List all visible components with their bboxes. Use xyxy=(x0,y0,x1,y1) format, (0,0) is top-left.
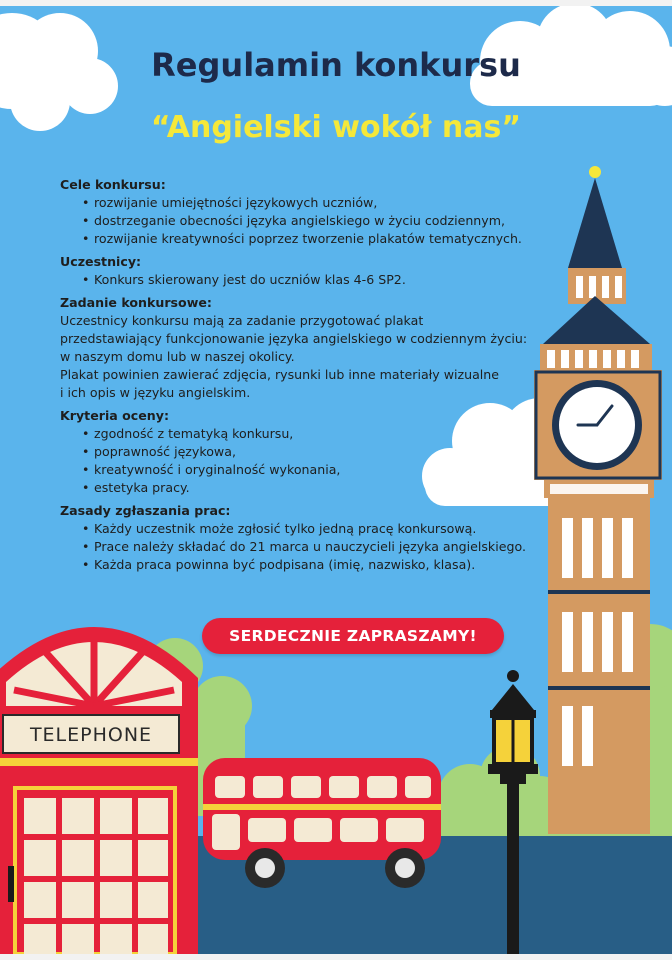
participants-list xyxy=(60,271,540,289)
section-participants xyxy=(60,253,540,289)
goals-list xyxy=(60,194,540,248)
list-item: • Konkurs skierowany jest do uczniów klas 4-6 SP2. xyxy=(82,271,540,289)
task-line: Plakat powinien zawierać zdjęcia, rysunki lub inne materiały wizualne xyxy=(60,367,500,382)
poster xyxy=(0,6,672,954)
criteria-list xyxy=(60,425,540,497)
section-criteria xyxy=(60,407,540,497)
section-heading: Kryteria oceny: xyxy=(60,408,170,423)
task-line: w naszym domu lub w naszej okolicy. xyxy=(60,349,295,364)
task-line: przedstawiający funkcjonowanie języka angielskiego w codziennym życiu: xyxy=(60,331,528,346)
section-submission xyxy=(60,502,540,574)
list-item: • poprawność językowa, xyxy=(82,443,540,461)
submission-list xyxy=(60,520,540,574)
list-item: • rozwijanie kreatywności poprzez tworzenie plakatów tematycznych. xyxy=(82,230,540,248)
contest-name: “Angielski wokół nas” xyxy=(150,110,522,145)
list-item: • kreatywność i oryginalność wykonania, xyxy=(82,461,540,479)
list-item: • Każdy uczestnik może zgłosić tylko jedną pracę konkursową. xyxy=(82,520,540,538)
list-item: • Prace należy składać do 21 marca u nauczycieli języka angielskiego. xyxy=(82,538,540,556)
list-item: • dostrzeganie obecności języka angielskiego w życiu codziennym, xyxy=(82,212,540,230)
section-heading: Zadanie konkursowe: xyxy=(60,295,212,310)
section-heading: Zasady zgłaszania prac: xyxy=(60,503,231,518)
poster-title: Regulamin konkursu xyxy=(151,46,521,84)
list-item: • zgodność z tematyką konkursu, xyxy=(82,425,540,443)
section-goals xyxy=(60,176,540,248)
telephone-sign: TELEPHONE xyxy=(29,724,153,746)
task-line: Uczestnicy konkursu mają za zadanie przygotować plakat xyxy=(60,313,424,328)
telephone-booth-icon xyxy=(0,627,198,954)
invitation-banner: SERDECZNIE ZAPRASZAMY! xyxy=(202,618,504,654)
list-item: • estetyka pracy. xyxy=(82,479,540,497)
rules-content xyxy=(60,176,540,579)
big-ben-clock-tower-icon xyxy=(534,166,662,834)
list-item: • rozwijanie umiejętności językowych uczniów, xyxy=(82,194,540,212)
section-task xyxy=(60,294,540,402)
list-item: • Każda praca powinna być podpisana (imię, nazwisko, klasa). xyxy=(82,556,540,574)
section-heading: Cele konkursu: xyxy=(60,177,166,192)
section-heading: Uczestnicy: xyxy=(60,254,142,269)
task-line: i ich opis w języku angielskim. xyxy=(60,385,251,400)
